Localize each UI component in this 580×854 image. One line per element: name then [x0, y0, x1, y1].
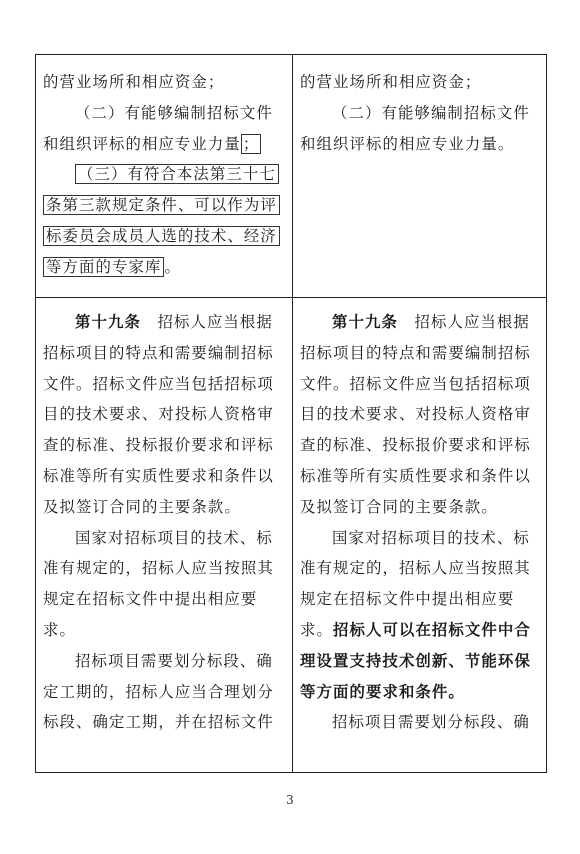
- text-line: 和组织评标的相应专业力量。: [300, 134, 515, 153]
- row2-left-cell: [37, 307, 291, 738]
- text-line: 文件。招标文件应当包括招标项: [300, 374, 531, 393]
- text-line: 查的标准、投标报价要求和评标: [300, 436, 531, 455]
- text-line: 规定在招标文件中提出相应要: [43, 590, 258, 609]
- text-line: （二）有能够编制招标文件: [332, 103, 530, 122]
- text-line: 的营业场所和相应资金；: [300, 73, 482, 91]
- text-line: [43, 221, 287, 252]
- text-line: 目的技术要求、对投标人资格审: [300, 405, 531, 424]
- revision-box-text: 等方面的专家库: [43, 257, 164, 277]
- added-text-line: 理设置支持技术创新、节能环保: [300, 651, 531, 670]
- text-line: 定工期的，招标人应当合理划分: [43, 682, 274, 701]
- text-line: [300, 615, 543, 646]
- text-line: 及拟签订合同的主要条款。: [300, 497, 498, 516]
- text-line: 招标项目需要划分标段、确: [75, 651, 273, 670]
- text-line: 标准等所有实质性要求和条件以: [300, 466, 531, 485]
- text-line: [43, 159, 287, 190]
- row-divider: [36, 297, 546, 298]
- text-line: 目的技术要求、对投标人资格审: [43, 405, 274, 424]
- text-line: 标段、确定工期，并在招标文件: [43, 713, 274, 732]
- comparison-table: [35, 54, 547, 773]
- column-divider: [292, 55, 293, 772]
- added-text-line: 等方面的要求和条件。: [300, 682, 465, 701]
- text-line: 规定在招标文件中提出相应要: [300, 590, 515, 609]
- text-span: 招标人应当根据: [157, 313, 273, 331]
- revision-box-text: 条第三款规定条件、可以作为评: [43, 195, 280, 215]
- row2-right-cell: [294, 307, 547, 738]
- text-line: 文件。招标文件应当包括招标项: [43, 374, 274, 393]
- revision-box-text: 标委员会成员人选的技术、经济: [43, 226, 280, 246]
- text-line: 招标项目的特点和需要编制招标: [43, 343, 274, 362]
- text-line: 准有规定的，招标人应当按照其: [300, 559, 531, 578]
- text-line: [43, 190, 287, 221]
- text-line: 的营业场所和相应资金；: [43, 73, 225, 91]
- row1-left-cell: [37, 67, 291, 283]
- text-line: 招标项目需要划分标段、确: [332, 713, 530, 732]
- text-line: [300, 307, 543, 338]
- text-line: [43, 129, 287, 160]
- text-line: （二）有能够编制招标文件: [75, 103, 273, 122]
- article-title: 第十九条: [75, 313, 141, 331]
- article-title: 第十九条: [332, 313, 398, 331]
- added-text: 招标人可以在招标文件中合: [332, 620, 531, 639]
- text-line: [43, 252, 287, 283]
- text-line: 求。: [43, 620, 76, 639]
- text-line: 及拟签订合同的主要条款。: [43, 497, 241, 516]
- row1-right-cell: [294, 67, 547, 159]
- text-span: 求。: [300, 620, 333, 639]
- text-span: 招标人应当根据: [414, 313, 530, 331]
- text-line: 标准等所有实质性要求和条件以: [43, 466, 274, 485]
- text-line: 招标项目的特点和需要编制招标: [300, 343, 531, 362]
- text-span: 和组织评标的相应专业力量: [43, 134, 241, 153]
- text-line: 查的标准、投标报价要求和评标: [43, 436, 274, 455]
- text-line: 国家对招标项目的技术、标: [75, 528, 273, 547]
- text-line: 准有规定的，招标人应当按照其: [43, 559, 274, 578]
- text-line: [43, 307, 287, 338]
- revision-box-mark: ；: [242, 134, 260, 153]
- page-number: 3: [286, 793, 294, 807]
- text-line: 国家对招标项目的技术、标: [332, 528, 530, 547]
- revision-box-text: （三）有符合本法第三十七: [75, 164, 279, 184]
- text-span: 。: [164, 257, 181, 276]
